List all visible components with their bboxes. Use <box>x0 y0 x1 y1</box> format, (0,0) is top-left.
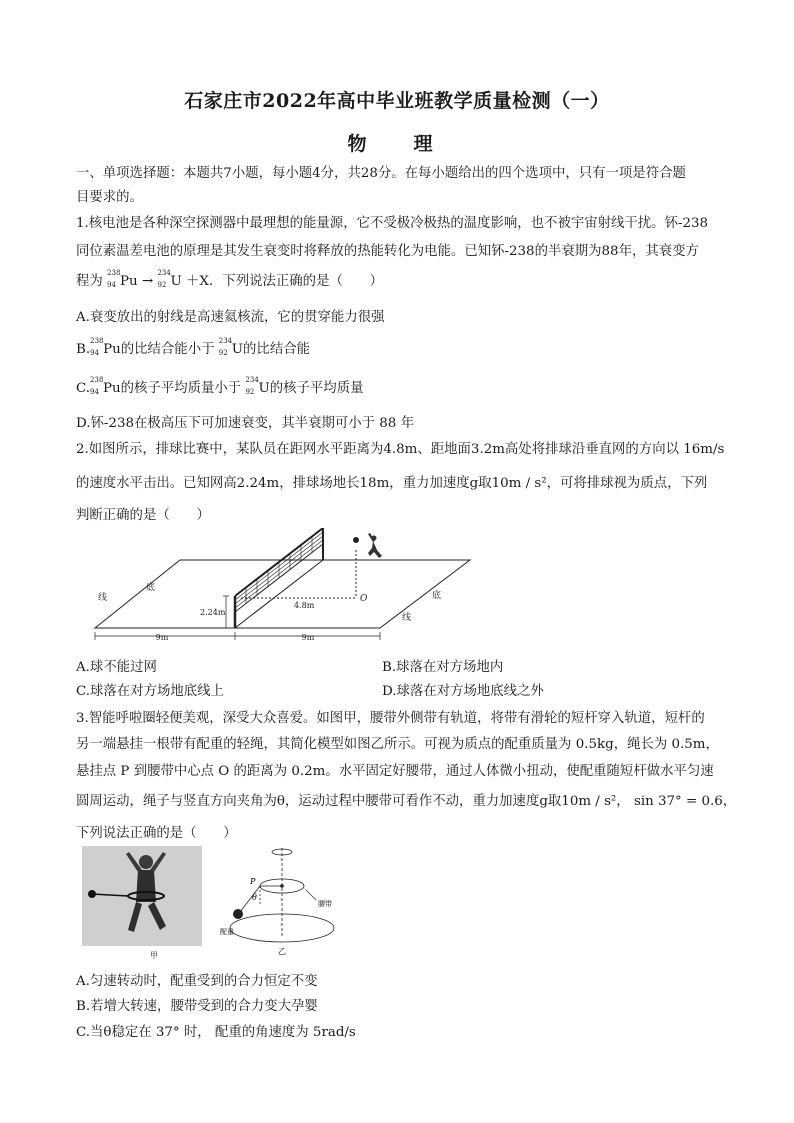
hula-hoop-model-figure <box>210 848 340 958</box>
q3-stem-line2: 另一端悬挂一根带有配重的轻绳，其简化模型如图乙所示。可视为质点的配重质量为 0.5kg，绳长为 0.5m， <box>76 737 719 752</box>
hula-hoop-photo <box>82 846 202 946</box>
label-di-right: 底 <box>432 591 442 601</box>
section-intro-line1: 一、单项选择题：本题共7小题，每小题4分，共28分。在每小题给出的四个选项中，只有一项是符合题 <box>76 166 686 181</box>
label-right-length: 9m <box>301 633 315 642</box>
figure-label-jia: 甲 <box>150 951 158 960</box>
q1-stem-line1: 1.核电池是各种深空探测器中最理想的能量源，它不受极冷极热的温度影响，也不被宇宙射线干扰。钚-238 <box>76 216 709 231</box>
label-left-length: 9m <box>155 633 169 642</box>
q2-option-b[interactable]: B.球落在对方场地内 <box>382 660 504 675</box>
label-net-height: 2.24m <box>200 608 226 617</box>
label-point-o: O <box>360 594 368 604</box>
q2-stem-line2: 的速度水平击出。已知网高2.24m，排球场地长18m，重力加速度g取10m / s²，可将排球视为质点，下列 <box>76 476 708 491</box>
subject-title: 物 理 <box>347 133 447 155</box>
nuclide-u: 234 92 U <box>157 269 182 289</box>
volleyball-court-figure <box>80 528 480 648</box>
q2-stem-line1: 2.如图所示，排球比赛中，某队员在距网水平距离为4.8m、距地面3.2m高处将排球沿垂直网的方向以 16m/s <box>76 442 725 457</box>
q1-stem-line2: 同位素温差电池的原理是其发生衰变时将释放的热能转化为电能。已知钚-238的半衰期为88年，其衰变方 <box>76 244 699 259</box>
figure-label-yi: 乙 <box>278 947 286 956</box>
player-icon <box>368 533 382 558</box>
q2-stem-line3: 判断正确的是（ ） <box>76 508 210 523</box>
label-di-left: 底 <box>146 583 156 593</box>
section-intro-line2: 目要求的。 <box>76 190 143 205</box>
q3-option-a[interactable]: A.匀速转动时，配重受到的合力恒定不变 <box>76 974 318 989</box>
label-weight: 配重 <box>220 928 234 936</box>
q1-equation-prefix: 程为 <box>76 274 103 289</box>
nuclide-pu: 238 94 Pu <box>90 376 121 396</box>
label-xian-right: 线 <box>402 613 412 623</box>
nuclide-u: 234 92 U <box>245 376 270 396</box>
q3-stem-line1: 3.智能呼啦圈轻便美观，深受大众喜爱。如图甲，腰带外侧带有轨道，将带有滑轮的短杆穿入轨道，短杆的 <box>76 711 705 726</box>
rope-line <box>240 886 260 912</box>
nuclide-u: 234 92 U <box>218 337 244 357</box>
q3-stem-line3: 悬挂点 P 到腰带中心点 O 的距离为 0.2m。水平固定好腰带，通过人体微小扭动，使配重随短杆做水平匀速 <box>76 764 714 779</box>
q3-stem-line5: 下列说法正确的是（ ） <box>76 826 237 841</box>
q3-option-b[interactable]: B.若增大转速，腰带受到的合力变大孕婴 <box>76 999 318 1014</box>
q3-option-c[interactable]: C.当θ稳定在 37° 时， 配重的角速度为 5rad/s <box>76 1025 356 1040</box>
q2-option-d[interactable]: D.球落在对方场地底线之外 <box>382 684 544 699</box>
q1-option-c[interactable]: C. 238 94 Pu的核子平均质量小于 234 92 U的核子平均质量 <box>76 376 364 396</box>
label-distance: 4.8m <box>294 601 315 610</box>
nuclide-pu: 238 94 Pu <box>107 269 138 289</box>
reaction-arrow: → <box>141 274 154 289</box>
q1-stem-line3 <box>76 270 383 289</box>
q1-option-a[interactable]: A.衰变放出的射线是高速氦核流，它的贯穿能力很强 <box>76 310 385 325</box>
label-belt: 腰带 <box>318 900 332 908</box>
q1-equation-suffix: ＋X．下列说法正确的是（ ） <box>186 274 384 289</box>
nuclide-pu: 238 94 Pu <box>90 337 121 357</box>
ball-icon <box>353 537 359 543</box>
q2-option-a[interactable]: A.球不能过网 <box>76 660 157 675</box>
label-theta: θ <box>252 893 257 902</box>
q2-option-c[interactable]: C.球落在对方场地底线上 <box>76 684 224 699</box>
label-xian-left: 线 <box>98 593 108 603</box>
q1-option-d[interactable]: D.钚-238在极高压下可加速衰变，其半衰期可小于 88 年 <box>76 416 414 431</box>
q3-stem-line4: 圆周运动，绳子与竖直方向夹角为θ，运动过程中腰带可看作不动，重力加速度g取10m / s²， sin 37° = 0.6， <box>76 794 737 809</box>
weight-ball <box>233 909 243 919</box>
court-outline <box>95 560 470 628</box>
q1-option-b[interactable]: B. 238 94 Pu的比结合能小于 234 92 U的比结合能 <box>76 337 310 357</box>
label-p: P <box>250 877 256 886</box>
page-title: 石家庄市2022年高中毕业班教学质量检测（一） <box>184 90 610 112</box>
